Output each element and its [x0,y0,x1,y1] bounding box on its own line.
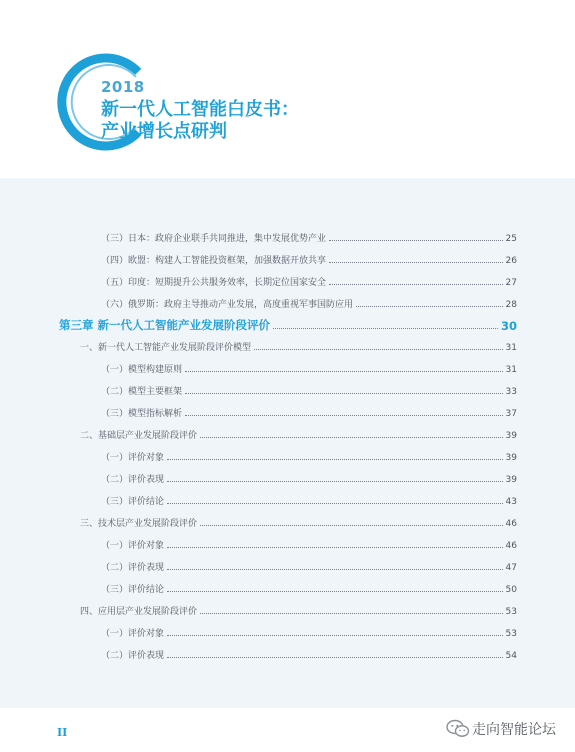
toc-entry[interactable] [101,294,517,310]
toc-leader [254,348,503,350]
toc-leader [167,656,503,658]
toc-entry-page: 37 [505,409,517,419]
toc-entry-label: （二）模型主要框架 [101,387,183,397]
toc-leader [329,283,503,285]
toc-entry-page: 39 [505,431,517,441]
toc-entry[interactable] [101,469,517,485]
toc-entry-label: （四）欧盟：构建人工智能投资框架，加强数据开放共享 [101,256,327,266]
toc-entry-page: 27 [505,278,517,288]
toc-entry[interactable] [101,403,517,419]
toc-entry-page: 26 [505,256,517,266]
toc-entry[interactable] [101,250,517,266]
toc-entry-page: 25 [505,234,517,244]
toc-leader [167,568,503,570]
toc-entry-label: （一）评价对象 [101,629,165,639]
toc-entry-page: 33 [505,387,517,397]
report-title: 新一代人工智能白皮书： [101,99,299,120]
toc-entry[interactable] [101,579,517,595]
toc-leader [356,305,503,307]
toc-leader [329,239,503,241]
toc-entry-label: （六）俄罗斯：政府主导推动产业发展，高度重视军事国防应用 [101,300,354,310]
toc-entry-page: 39 [505,453,517,463]
watermark-text: 走向智能论坛 [472,722,556,738]
toc-entry-label: （一）模型构建原则 [101,365,183,375]
toc-leader [200,436,503,438]
toc-leader [167,590,503,592]
toc-entry-page: 47 [505,563,517,573]
report-year: 2018 [101,78,145,96]
toc-leader [185,414,503,416]
toc-entry-label: （二）评价表现 [101,563,165,573]
toc-leader [185,370,503,372]
toc-entry[interactable] [80,513,517,529]
toc-entry[interactable] [101,491,517,507]
report-subtitle: 产业增长点研判 [101,121,227,142]
toc-chapter-page: 30 [500,319,517,333]
toc-entry-page: 46 [505,541,517,551]
toc-entry-label: （三）评价结论 [101,585,165,595]
toc-entry-label: （三）评价结论 [101,497,165,507]
toc-entry-label: 一、新一代人工智能产业发展阶段评价模型 [80,343,252,353]
toc-entry[interactable] [101,623,517,639]
toc-entry[interactable] [101,359,517,375]
toc-leader [167,502,503,504]
toc-entry[interactable] [101,228,517,244]
toc-entry[interactable] [101,381,517,397]
toc-entry[interactable] [101,535,517,551]
toc-entry-page: 53 [505,629,517,639]
toc-leader [167,480,503,482]
toc-leader [167,634,503,636]
wechat-icon [446,719,470,739]
toc-leader [200,524,503,526]
toc-entry-label: 二、基础层产业发展阶段评价 [80,431,198,441]
toc-entry[interactable] [101,645,517,661]
toc-entry-label: （二）评价表现 [101,475,165,485]
toc-entry-label: （五）印度：短期提升公共服务效率，长期定位国家安全 [101,278,327,288]
toc-entry-page: 31 [505,343,517,353]
toc-entry-label: （一）评价对象 [101,541,165,551]
toc-leader [167,458,503,460]
toc-entry-page: 39 [505,475,517,485]
toc-entry-page: 54 [505,651,517,661]
toc-entry[interactable] [80,601,517,617]
toc-chapter-entry[interactable] [59,315,517,333]
toc-entry-page: 46 [505,519,517,529]
toc-entry-label: 四、应用层产业发展阶段评价 [80,607,198,617]
toc-entry-label: （三）模型指标解析 [101,409,183,419]
toc-entry-page: 28 [505,300,517,310]
toc-leader [273,327,498,329]
toc-entry[interactable] [101,272,517,288]
toc-entry-label: （二）评价表现 [101,651,165,661]
toc-entry[interactable] [101,447,517,463]
toc-entry-page: 31 [505,365,517,375]
page-number: II [57,726,68,739]
toc-leader [185,392,503,394]
toc-entry[interactable] [80,425,517,441]
toc-leader [167,546,503,548]
toc-leader [200,612,503,614]
page-header [0,0,575,178]
toc-entry-label: （三）日本：政府企业联手共同推进，集中发展优势产业 [101,234,327,244]
toc-entry-page: 50 [505,585,517,595]
toc-chapter-label: 第三章 新一代人工智能产业发展阶段评价 [59,318,271,332]
toc-entry[interactable] [101,557,517,573]
toc-entry-label: 三、技术层产业发展阶段评价 [80,519,198,529]
toc-entry-page: 53 [505,607,517,617]
toc-entry[interactable] [80,337,517,353]
toc-leader [329,261,503,263]
toc-entry-page: 43 [505,497,517,507]
toc-entry-label: （一）评价对象 [101,453,165,463]
